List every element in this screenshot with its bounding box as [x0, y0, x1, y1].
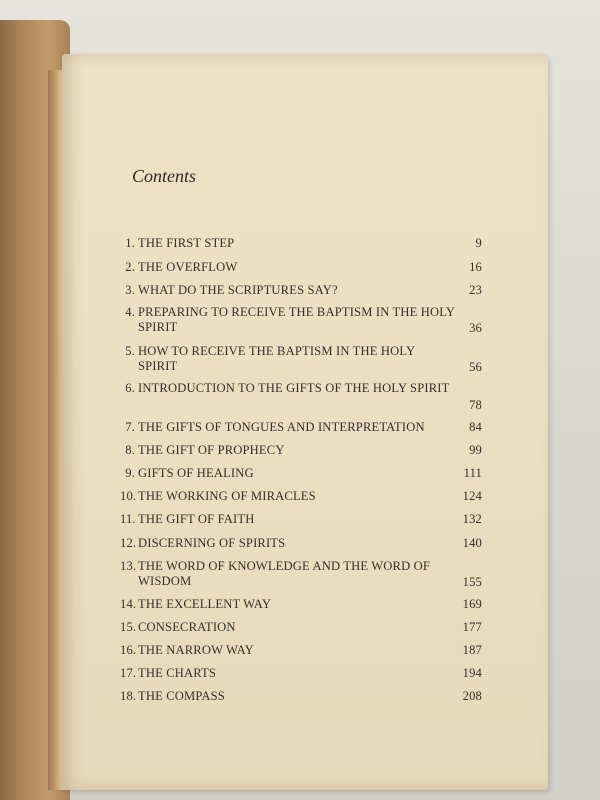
entry-number: 8. — [125, 443, 135, 457]
entry-title: THE FIRST STEP — [138, 236, 235, 250]
entry-page: 84 — [469, 420, 482, 434]
entry-page: 99 — [469, 443, 482, 457]
entry-page: 187 — [462, 643, 482, 657]
entry-number: 17. — [120, 666, 137, 680]
entry-page: 9 — [475, 236, 482, 250]
entry-title: DISCERNING OF SPIRITS — [138, 536, 286, 550]
entry-number: 7. — [125, 420, 135, 434]
entry-title: THE NARROW WAY — [138, 643, 254, 657]
entry-page: 208 — [462, 689, 482, 703]
entry-number: 3. — [125, 283, 135, 297]
entry-page: 56 — [469, 360, 482, 374]
contents-heading: Contents — [132, 166, 197, 186]
entry-page: 194 — [462, 666, 482, 680]
entry-number: 5. — [125, 344, 135, 358]
entry-title: WHAT DO THE SCRIPTURES SAY? — [138, 283, 338, 297]
entry-page: 23 — [469, 283, 482, 297]
entry-title: THE GIFT OF FAITH — [138, 512, 255, 526]
entry-number: 11. — [120, 512, 136, 526]
entry-number: 14. — [120, 597, 137, 611]
entry-number: 10. — [120, 489, 137, 503]
entry-title: THE OVERFLOW — [138, 260, 238, 274]
entry-title: PREPARING TO RECEIVE THE BAPTISM IN THE HOLY SPIRIT — [138, 305, 455, 334]
entry-number: 16. — [120, 643, 137, 657]
entry-number: 12. — [120, 536, 137, 550]
entry-number: 6. — [125, 381, 135, 395]
entry-page: 169 — [462, 597, 482, 611]
entry-title: INTRODUCTION TO THE GIFTS OF THE HOLY SPIRIT — [138, 381, 450, 395]
entry-title: HOW TO RECEIVE THE BAPTISM IN THE HOLY SPIRIT — [138, 344, 415, 373]
entry-page: 124 — [462, 489, 482, 503]
entry-number: 9. — [125, 466, 135, 480]
entry-title: THE COMPASS — [138, 689, 225, 703]
entry-title: THE GIFT OF PROPHECY — [138, 443, 285, 457]
entry-title: THE EXCELLENT WAY — [138, 597, 272, 611]
entry-number: 15. — [120, 620, 137, 634]
entry-title: CONSECRATION — [138, 620, 236, 634]
entry-page: 177 — [462, 620, 482, 634]
entry-number: 4. — [125, 305, 135, 319]
entry-page: 78 — [469, 398, 482, 412]
entry-page: 140 — [462, 536, 482, 550]
entry-title: GIFTS OF HEALING — [138, 466, 254, 480]
entry-page: 132 — [462, 512, 482, 526]
entry-number: 18. — [120, 689, 137, 703]
entry-number: 13. — [120, 559, 137, 573]
entry-page: 36 — [469, 321, 482, 335]
entry-title: THE GIFTS OF TONGUES AND INTERPRETATION — [138, 420, 425, 434]
entry-page: 111 — [463, 466, 482, 480]
entry-number: 2. — [125, 260, 135, 274]
entry-title: THE WORKING OF MIRACLES — [138, 489, 316, 503]
entry-page: 155 — [462, 575, 482, 589]
entry-title: THE WORD OF KNOWLEDGE AND THE WORD OF WISDOM — [138, 559, 431, 588]
entry-number: 1. — [125, 236, 135, 250]
entry-page: 16 — [469, 260, 482, 274]
entry-title: THE CHARTS — [138, 666, 217, 680]
